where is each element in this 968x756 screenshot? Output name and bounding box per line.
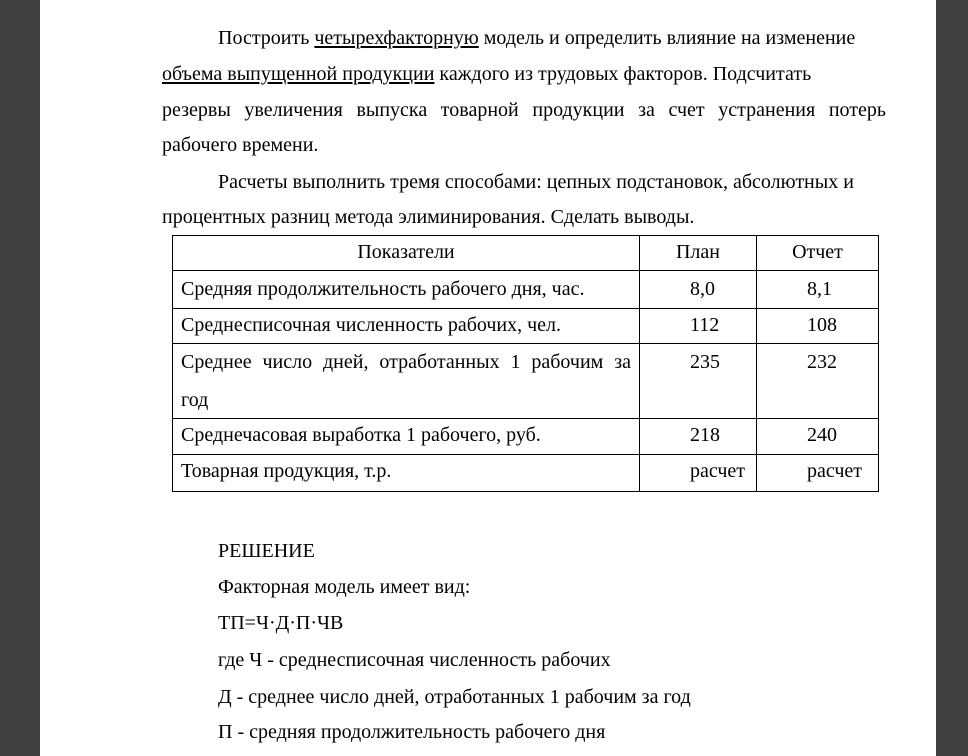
solution-def-2: Д - среднее число дней, отработанных 1 рабочим за год: [218, 686, 691, 708]
task-line-6: процентных разниц метода элиминирования. Сделать выводы.: [162, 206, 695, 228]
solution-intro: Факторная модель имеет вид:: [218, 576, 471, 598]
solution-def-3: П - средняя продолжительность рабочего дня: [218, 721, 606, 743]
solution-formula: ТП=Ч·Д·П·ЧВ: [218, 612, 344, 634]
row-report: 8,1: [757, 271, 879, 309]
task-line-3: резервы увеличения выпуска товарной продукции за счет устранения потерь: [162, 99, 886, 121]
task-line-1: Построить четырехфакторную модель и определить влияние на изменение: [218, 27, 856, 49]
table-row: [173, 309, 879, 344]
table-header-row: [173, 236, 879, 271]
row-plan: 218: [640, 419, 757, 455]
row-name: Среднечасовая выработка 1 рабочего, руб.: [173, 419, 640, 455]
table-row: [173, 455, 879, 492]
row-name: Среднее число дней, отработанных 1 рабочим за год: [173, 344, 640, 419]
header-report: Отчет: [757, 236, 879, 271]
header-indicators: Показатели: [173, 236, 640, 271]
task-line-5: Расчеты выполнить тремя способами: цепных подстановок, абсолютных и: [218, 171, 854, 193]
row-report: 240: [757, 419, 879, 455]
table-row: [173, 419, 879, 455]
row-report: расчет: [757, 455, 879, 492]
table-row: [173, 344, 879, 419]
row-plan: расчет: [640, 455, 757, 492]
row-report: 108: [757, 309, 879, 344]
header-plan: План: [640, 236, 757, 271]
solution-heading: РЕШЕНИЕ: [218, 540, 315, 562]
table-row: [173, 271, 879, 309]
underlined-term-model: четырехфакторную: [314, 27, 479, 49]
underlined-term-output: объема выпущенной продукции: [162, 63, 435, 85]
indicators-table: [172, 235, 879, 492]
row-name: Среднесписочная численность рабочих, чел.: [173, 309, 640, 344]
row-report: 232: [757, 344, 879, 419]
task-line-4: рабочего времени.: [162, 134, 319, 156]
row-plan: 8,0: [640, 271, 757, 309]
task-line-2: объема выпущенной продукции каждого из трудовых факторов. Подсчитать: [162, 63, 812, 85]
solution-def-1: где Ч - среднесписочная численность рабочих: [218, 649, 611, 671]
document-page: [40, 0, 936, 756]
row-name: Средняя продолжительность рабочего дня, час.: [173, 271, 640, 309]
row-plan: 112: [640, 309, 757, 344]
row-name: Товарная продукция, т.р.: [173, 455, 640, 492]
row-plan: 235: [640, 344, 757, 419]
